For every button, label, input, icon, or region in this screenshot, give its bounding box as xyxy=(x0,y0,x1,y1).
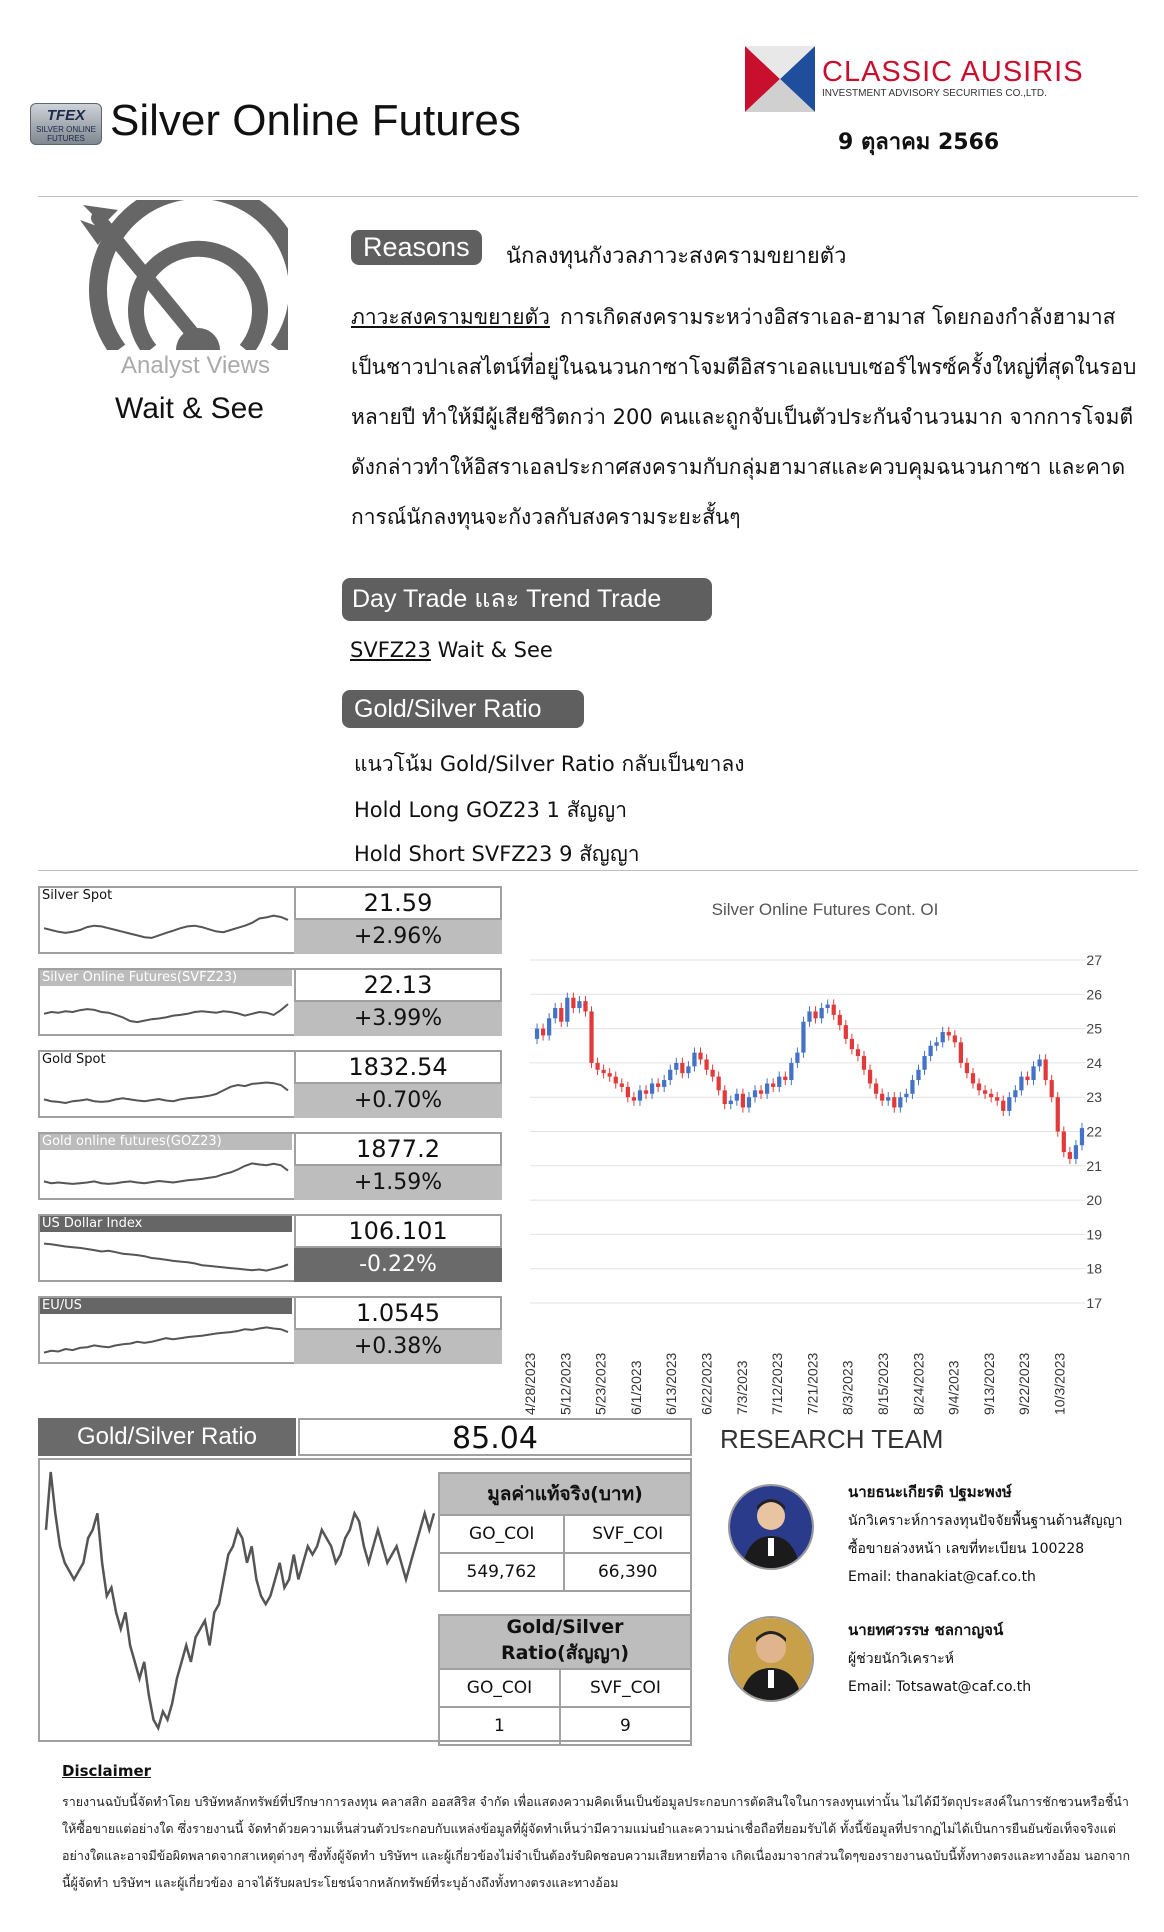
market-value: 1877.2 xyxy=(294,1132,502,1166)
candle-body xyxy=(571,998,575,1008)
candle-body xyxy=(971,1073,975,1083)
x-tick-label: 7/12/2023 xyxy=(769,1352,786,1415)
candle-body xyxy=(959,1042,963,1063)
ratio-line xyxy=(46,1472,434,1728)
candle-body xyxy=(686,1066,690,1073)
market-panel xyxy=(38,1050,502,1118)
candle-body xyxy=(723,1090,727,1104)
market-name: Silver Online Futures(SVFZ23) xyxy=(40,970,292,986)
candle-body xyxy=(1013,1090,1017,1097)
candle-body xyxy=(868,1070,872,1084)
y-tick-label: 26 xyxy=(1086,986,1102,1003)
member-role: ผู้ช่วยนักวิเคราะห์ xyxy=(848,1651,954,1667)
disclaimer-text: รายงานฉบับนี้จัดทำโดย บริษัทหลักทรัพย์ที่ปรึกษาการลงทุน คลาสสิก ออสสิริส จำกัด เพื่อแสดงความคิดเห็นเป็นข้อมูลประกอบการตัดสินใจในการลงทุนเท่านั้น ไม่ได้มีวัตถุประสงค์ในการชักชวนหรือชี้นำให้ซื้อขายแต่อย่างใด ซึ่งรายงานนี้ จัดทำด้วยความเห็นส่วนตัวประกอบกับแหล่งข้อมูลที่ผู้จัดทำเห็นว่ามีความแม่นยำและความน่าเชื่อถือที่ยอมรับได้ ทั้งนี้ข้อมูลที่ปรากฏไม่ได้เป็นการยืนยันข้อเท็จจริงแต่อย่างใดและอาจมีข้อผิดพลาดจากสาเหตุต่างๆ ซึ่งทั้งผู้จัดทำ บริษัทฯ และผู้เกี่ยวข้องไม่จำเป็นต้องรับผิดชอบความเสียหายที่อาจ เกิดเนื่องมาจากส่วนใดๆของรายงานฉบับนี้ทั้งทางตรงและทางอ้อม นอกจากนี้ผู้จัดทำ บริษัทฯ และผู้เกี่ยวข้อง อาจได้รับผลประโยชน์จากหลักทรัพย์ที่ระบุอ้างถึงทั้งทางตรงและทางอ้อม xyxy=(62,1794,1131,1890)
sparkline-line xyxy=(40,1318,292,1362)
candle-body xyxy=(1044,1059,1048,1080)
candle-body xyxy=(838,1015,842,1025)
market-value: 21.59 xyxy=(294,886,502,920)
tfex-silver-badge xyxy=(30,103,102,145)
avatar xyxy=(728,1616,814,1702)
research-member xyxy=(848,1616,1031,1701)
candle-body xyxy=(874,1083,878,1093)
candle-body xyxy=(1056,1097,1060,1131)
reasons-body: การเกิดสงครามระหว่างอิสราเอล-ฮามาส โดยกองกำลังฮามาส เป็นชาวปาเลสไตน์ที่อยู่ในฉนวนกาซาโจมตีอิสราเอลแบบเซอร์ไพรซ์ครั้งใหญ่ที่สุดในรอบหลายปี ทำให้มีผู้เสียชีวิตกว่า 200 คนและถูกจับเป็นตัวประกันจำนวนมาก จากการโจมตีดังกล่าวทำให้อิสราเอลประกาศสงครามกับกลุ่มฮามาสและควบคุมฉนวนกาซา และคาดการณ์นักลงทุนจะกังวลกับสงครามระยะสั้นๆ xyxy=(351,305,1137,529)
sparkline-line xyxy=(40,990,292,1034)
market-change: +0.38% xyxy=(294,1330,502,1364)
sparkline-path xyxy=(44,1163,288,1184)
reasons-headline: นักลงทุนกังวลภาวะสงครามขยายตัว xyxy=(506,244,847,269)
gold-silver-badge: Gold/Silver Ratio xyxy=(342,690,584,728)
candle-body xyxy=(547,1018,551,1035)
page-title: Silver Online Futures xyxy=(110,96,521,145)
day-trade-symbol: SVFZ23 xyxy=(350,638,431,662)
market-change: +3.99% xyxy=(294,1002,502,1036)
x-tick-label: 10/3/2023 xyxy=(1051,1352,1068,1415)
person-avatar-icon xyxy=(730,1486,812,1568)
sparkline-line xyxy=(40,1072,292,1116)
disclaimer-title: Disclaimer xyxy=(62,1762,152,1780)
y-tick-label: 17 xyxy=(1086,1295,1102,1311)
candle-body xyxy=(928,1046,932,1056)
candle-body xyxy=(783,1077,787,1080)
candle-body xyxy=(1074,1145,1078,1159)
candle-body xyxy=(741,1094,745,1108)
candle-body xyxy=(916,1070,920,1080)
x-tick-label: 9/4/2023 xyxy=(945,1360,962,1415)
person-avatar-icon xyxy=(730,1618,812,1700)
day-trade-view xyxy=(350,638,553,662)
candle-body xyxy=(795,1053,799,1063)
candle-body xyxy=(844,1025,848,1039)
contracts-table-title: Gold/Silver Ratio(สัญญา) xyxy=(439,1615,691,1669)
sparkline-line xyxy=(40,1154,292,1198)
x-tick-label: 8/3/2023 xyxy=(839,1360,856,1415)
company-logo-icon xyxy=(745,46,815,112)
x-tick-label: 9/13/2023 xyxy=(980,1352,997,1415)
candle-body xyxy=(668,1070,672,1080)
market-value: 22.13 xyxy=(294,968,502,1002)
contracts-header: GO_COI xyxy=(439,1669,560,1707)
sparkline-path xyxy=(44,1083,288,1104)
member-email: Email: Totsawat@caf.co.th xyxy=(848,1679,1032,1695)
sparkline-path xyxy=(44,916,288,938)
candle-body xyxy=(680,1063,684,1073)
coi-value: 66,390 xyxy=(564,1553,691,1591)
research-member xyxy=(848,1478,1123,1591)
day-trade-view-text: Wait & See xyxy=(437,638,553,662)
candle-body xyxy=(608,1073,612,1076)
gold-silver-line: แนวโน้ม Gold/Silver Ratio กลับเป็นขาลง xyxy=(354,752,745,776)
candle-body xyxy=(662,1080,666,1087)
y-tick-label: 24 xyxy=(1086,1054,1102,1071)
analyst-views-label: Analyst Views xyxy=(121,352,270,379)
report-date: 9 ตุลาคม 2566 xyxy=(838,130,1000,155)
candle-body xyxy=(819,1008,823,1018)
candle-body xyxy=(577,1001,581,1008)
sparkline-path xyxy=(44,1244,288,1271)
candle-body xyxy=(777,1077,781,1087)
research-team-title: RESEARCH TEAM xyxy=(720,1424,944,1454)
reasons-subhead: ภาวะสงครามขยายตัว xyxy=(351,305,550,329)
silver-futures-chart xyxy=(510,885,1110,1425)
market-panel xyxy=(38,968,502,1036)
member-role: ซื้อขายล่วงหน้า เลขที่ทะเบียน 100228 xyxy=(848,1541,1085,1557)
candle-body xyxy=(953,1035,957,1042)
candle-body xyxy=(759,1090,763,1093)
day-trade-badge: Day Trade และ Trend Trade xyxy=(342,578,712,621)
candle-body xyxy=(747,1097,751,1107)
candle-body xyxy=(880,1094,884,1101)
candle-body xyxy=(674,1063,678,1070)
gold-silver-line: Hold Long GOZ23 1 สัญญา xyxy=(354,798,627,822)
coi-header: SVF_COI xyxy=(564,1515,691,1553)
chart-title: Silver Online Futures Cont. OI xyxy=(711,900,939,919)
candle-body xyxy=(898,1097,902,1107)
sparkline-line xyxy=(40,1236,292,1280)
company-name: CLASSIC AUSIRIS xyxy=(822,56,1084,88)
sparkline-line xyxy=(40,908,292,952)
candle-body xyxy=(826,1005,830,1008)
candle-body xyxy=(807,1011,811,1021)
market-change: +0.70% xyxy=(294,1084,502,1118)
x-tick-label: 5/12/2023 xyxy=(557,1352,574,1415)
x-tick-label: 8/24/2023 xyxy=(910,1352,927,1415)
coi-table-title: มูลค่าแท้จริง(บาท) xyxy=(439,1473,691,1515)
candle-body xyxy=(565,998,569,1022)
market-change: -0.22% xyxy=(294,1248,502,1282)
x-tick-label: 6/1/2023 xyxy=(627,1360,644,1415)
candle-body xyxy=(856,1049,860,1056)
candle-body xyxy=(626,1087,630,1097)
coi-value: 549,762 xyxy=(439,1553,564,1591)
candle-body xyxy=(989,1094,993,1097)
candle-body xyxy=(620,1083,624,1086)
candle-body xyxy=(1031,1066,1035,1080)
tfex-badge-text: TFEX xyxy=(46,107,86,124)
candle-body xyxy=(1007,1097,1011,1111)
candle-body xyxy=(862,1056,866,1070)
candle-body xyxy=(1068,1152,1072,1159)
market-name: Gold Spot xyxy=(40,1052,292,1068)
candle-body xyxy=(977,1083,981,1090)
candle-body xyxy=(771,1083,775,1086)
candle-body xyxy=(1025,1077,1029,1080)
candle-body xyxy=(904,1094,908,1097)
sparkline-path xyxy=(44,1327,288,1352)
candle-body xyxy=(1062,1132,1066,1153)
candle-body xyxy=(765,1083,769,1093)
candle-body xyxy=(632,1097,636,1100)
candle-body xyxy=(535,1029,539,1039)
market-value: 1832.54 xyxy=(294,1050,502,1084)
y-tick-label: 23 xyxy=(1086,1089,1102,1106)
candle-body xyxy=(559,1008,563,1022)
candle-body xyxy=(995,1097,999,1100)
candle-body xyxy=(1050,1080,1054,1097)
candle-body xyxy=(1019,1077,1023,1091)
x-tick-label: 7/3/2023 xyxy=(733,1360,750,1415)
market-name: US Dollar Index xyxy=(40,1216,292,1232)
tfex-badge-sub: SILVER ONLINE FUTURES xyxy=(36,125,96,143)
sparkline-path xyxy=(44,1004,288,1022)
candle-body xyxy=(704,1059,708,1069)
candle-body xyxy=(589,1011,593,1062)
candle-body xyxy=(698,1053,702,1060)
market-panel xyxy=(38,1214,502,1282)
y-tick-label: 25 xyxy=(1086,1020,1102,1037)
candle-body xyxy=(638,1090,642,1100)
candle-body xyxy=(656,1083,660,1086)
market-change: +2.96% xyxy=(294,920,502,954)
gold-silver-line: Hold Short SVFZ23 9 สัญญา xyxy=(354,842,640,866)
candle-body xyxy=(941,1032,945,1042)
market-value: 1.0545 xyxy=(294,1296,502,1330)
x-tick-label: 9/22/2023 xyxy=(1016,1352,1033,1415)
candle-body xyxy=(717,1077,721,1091)
candle-body xyxy=(692,1053,696,1067)
candle-body xyxy=(650,1083,654,1093)
candle-body xyxy=(886,1097,890,1100)
market-change: +1.59% xyxy=(294,1166,502,1200)
y-tick-label: 20 xyxy=(1086,1192,1102,1209)
ratio-label: Gold/Silver Ratio xyxy=(38,1418,296,1456)
market-panel xyxy=(38,886,502,954)
candle-body xyxy=(602,1070,606,1073)
ratio-value: 85.04 xyxy=(298,1418,692,1456)
target-icon xyxy=(78,200,288,350)
candle-body xyxy=(892,1097,896,1107)
x-tick-label: 8/15/2023 xyxy=(875,1352,891,1415)
market-name: EU/US xyxy=(40,1298,292,1314)
candle-body xyxy=(1037,1059,1041,1066)
candle-body xyxy=(583,1001,587,1011)
contracts-table xyxy=(438,1614,692,1746)
candle-body xyxy=(614,1077,618,1084)
candle-body xyxy=(644,1090,648,1093)
analyst-view-value: Wait & See xyxy=(115,392,264,425)
x-tick-label: 7/21/2023 xyxy=(804,1352,821,1415)
candle-body xyxy=(711,1070,715,1077)
candle-body xyxy=(910,1080,914,1094)
x-tick-label: 6/13/2023 xyxy=(663,1352,680,1415)
reasons-paragraph xyxy=(351,292,1141,542)
market-name: Gold online futures(GOZ23) xyxy=(40,1134,292,1150)
candle-body xyxy=(850,1039,854,1049)
candle-body xyxy=(789,1063,793,1080)
candle-body xyxy=(801,1022,805,1053)
member-email: Email: thanakiat@caf.co.th xyxy=(848,1569,1036,1585)
x-tick-label: 5/23/2023 xyxy=(592,1352,609,1415)
coi-value-table xyxy=(438,1472,692,1592)
candle-body xyxy=(947,1032,951,1035)
candle-body xyxy=(595,1063,599,1070)
candle-body xyxy=(1080,1128,1084,1145)
contracts-value: 9 xyxy=(560,1707,691,1745)
avatar xyxy=(728,1484,814,1570)
y-tick-label: 22 xyxy=(1086,1123,1102,1140)
candle-body xyxy=(935,1042,939,1045)
x-tick-label: 6/22/2023 xyxy=(698,1352,715,1415)
candle-body xyxy=(813,1011,817,1018)
y-tick-label: 19 xyxy=(1086,1226,1102,1243)
header-divider xyxy=(38,196,1138,197)
market-panel xyxy=(38,1296,502,1364)
candle-body xyxy=(553,1008,557,1018)
market-panel xyxy=(38,1132,502,1200)
coi-header: GO_COI xyxy=(439,1515,564,1553)
market-value: 106.101 xyxy=(294,1214,502,1248)
company-subtitle: INVESTMENT ADVISORY SECURITIES CO.,LTD. xyxy=(822,88,1047,99)
candle-body xyxy=(922,1056,926,1070)
x-tick-label: 4/28/2023 xyxy=(522,1352,538,1415)
candle-body xyxy=(983,1090,987,1093)
reasons-badge: Reasons xyxy=(351,230,482,265)
candle-body xyxy=(753,1090,757,1097)
candle-body xyxy=(1001,1101,1005,1111)
candle-body xyxy=(541,1029,545,1036)
member-role: นักวิเคราะห์การลงทุนปัจจัยพื้นฐานด้านสัญญา xyxy=(848,1513,1123,1529)
y-tick-label: 21 xyxy=(1086,1157,1102,1174)
market-name: Silver Spot xyxy=(40,888,292,904)
y-tick-label: 27 xyxy=(1086,952,1102,968)
member-name: นายทศวรรษ ชลกาญจน์ xyxy=(848,1621,1004,1639)
candle-body xyxy=(832,1005,836,1015)
member-name: นายธนะเกียรติ ปฐมะพงษ์ xyxy=(848,1483,1012,1501)
candle-body xyxy=(735,1094,739,1101)
candle-body xyxy=(965,1063,969,1073)
candle-body xyxy=(729,1101,733,1104)
section-divider xyxy=(38,870,1138,871)
contracts-value: 1 xyxy=(439,1707,560,1745)
y-tick-label: 18 xyxy=(1086,1260,1102,1277)
contracts-header: SVF_COI xyxy=(560,1669,691,1707)
